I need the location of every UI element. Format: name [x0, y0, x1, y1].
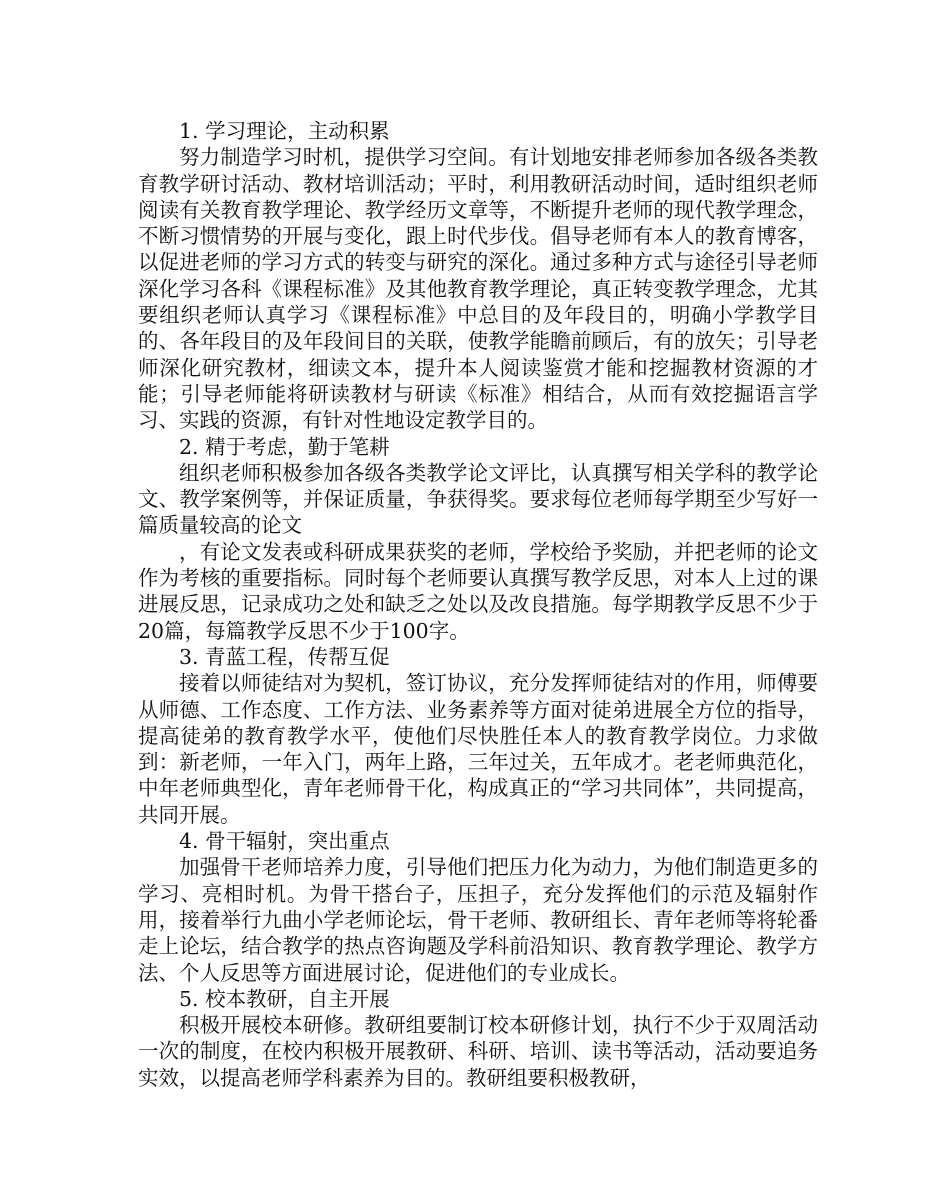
section-paragraph: ，有论文发表或科研成果获奖的老师，学校给予奖励，并把老师的论文作为考核的重要指标。同时每个老师要认真撰写教学反思，对本人上过的课进展反思，记录成功之处和缺乏之处以及改良措施。每学期教学反思不少于20篇，每篇教学反思不少于100字。: [138, 539, 818, 643]
document-page: [138, 118, 818, 1091]
section-heading: 3. 青蓝工程，传帮互促: [179, 644, 390, 669]
section-paragraph: 努力制造学习时机，提供学习空间。有计划地安排老师参加各级各类教育教学研讨活动、教材培训活动；平时，利用教研活动时间，适时组织老师阅读有关教育教学理论、教学经历文章等，不断提升老师的现代教学理念，不断习惯情势的开展与变化，跟上时代步伐。倡导老师有本人的教育博客，以促进老师的学习方式的转变与研究的深化。通过多种方式与途径引导老师深化学习各科《课程标准》及其他教育教学理论，真正转变教学理念，尤其要组织老师认真学习《课程标准》中总目的及年段目的，明确小学教学目的、各年段目的及年段间目的关联，使教学能瞻前顾后，有的放矢；引导老师深化研究教材，细读文本，提升本人阅读鉴赏才能和挖掘教材资源的才能；引导老师能将研读教材与研读《标准》相结合，从而有效挖掘语言学习、实践的资源，有针对性地设定教学目的。: [138, 145, 818, 433]
section-5: [138, 986, 818, 1091]
section-heading: 1. 学习理论，主动积累: [179, 119, 390, 143]
section-3: [138, 644, 818, 828]
section-paragraph: 加强骨干老师培养力度，引导他们把压力化为动力，为他们制造更多的学习、亮相时机。为骨干搭台子，压担子，充分发挥他们的示范及辐射作用，接着举行九曲小学老师论坛，骨干老师、教研组长、青年老师等将轮番走上论坛，结合教学的热点咨询题及学科前沿知识、教育教学理论、教学方法、个人反思等方面进展讨论，促进他们的专业成长。: [138, 855, 818, 985]
section-4: [138, 828, 818, 986]
section-paragraph: 接着以师徒结对为契机，签订协议，充分发挥师徒结对的作用，师傅要从师德、工作态度、工作方法、业务素养等方面对徒弟进展全方位的指导，提高徒弟的教育教学水平，使他们尽快胜任本人的教育教学岗位。力求做到：新老师，一年入门，两年上路，三年过关，五年成才。老老师典范化，中年老师典型化，青年老师骨干化，构成真正的“学习共同体”，共同提高，共同开展。: [138, 671, 818, 827]
section-paragraph: 积极开展校本研修。教研组要制订校本研修计划，执行不少于双周活动一次的制度，在校内积极开展教研、科研、培训、读书等活动，活动要追务实效，以提高老师学科素养为目的。教研组要积极教研，: [138, 1013, 818, 1090]
section-2: [138, 434, 818, 644]
section-heading: 4. 骨干辐射，突出重点: [179, 829, 390, 854]
section-paragraph: 组织老师积极参加各级各类教学论文评比，认真撰写相关学科的教学论文、教学案例等，并保证质量，争获得奖。要求每位老师每学期至少写好一篇质量较高的论文: [138, 460, 818, 538]
section-1: [138, 118, 818, 434]
section-heading: 5. 校本教研，自主开展: [179, 986, 390, 1011]
section-heading: 2. 精于考虑，勤于笔耕: [179, 434, 390, 459]
